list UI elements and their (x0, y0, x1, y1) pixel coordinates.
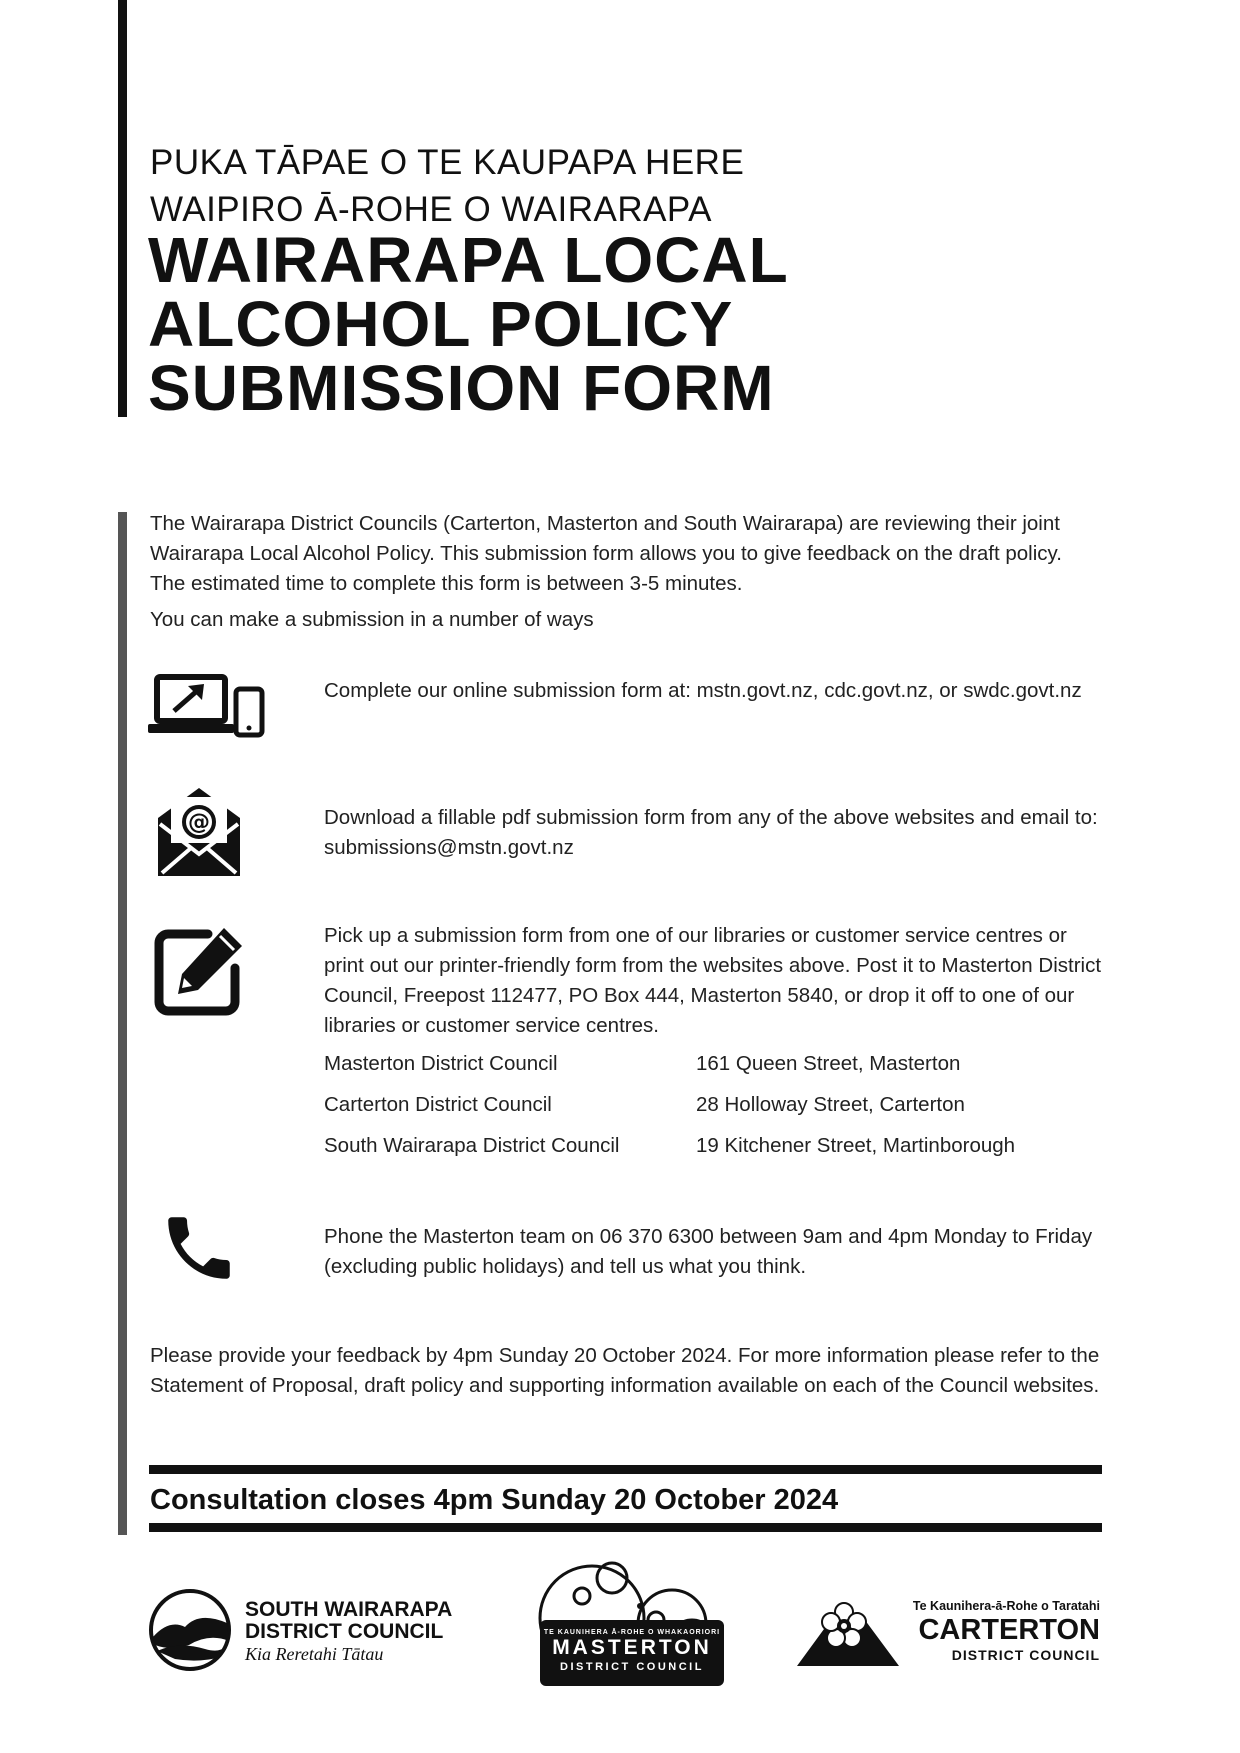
swdc-logo-tagline: Kia Reretahi Tātau (245, 1644, 384, 1664)
option-post-text: Pick up a submission form from one of our libraries or customer service centres or print out our printer-friendly form from the websites above. Post it to Masterton District Council, Freepost 112477, PO Box 444, Masterton 5840, or drop it off to one of our libraries or customer service centres. (324, 924, 1102, 1037)
carterton-logo-name: CARTERTON (918, 1614, 1100, 1646)
option-email-text: Download a fillable pdf submission form from any of the above websites and email to: submissions@mstn.govt.nz (324, 806, 1098, 859)
closing-rule-bottom (149, 1523, 1102, 1532)
accent-bar-side (118, 512, 127, 1535)
page-title (148, 224, 789, 424)
carterton-logo-icon (797, 1594, 899, 1668)
masterton-logo-name: MASTERTON (552, 1636, 712, 1659)
email-icon (156, 786, 242, 878)
council-address: 19 Kitchener Street, Martinborough (696, 1134, 1016, 1157)
council-address: 161 Queen Street, Masterton (696, 1052, 961, 1075)
carterton-logo-maori: Te Kaunihera-ā-Rohe o Taratahi (912, 1599, 1100, 1613)
maori-title-line-1: PUKA TĀPAE O TE KAUPAPA HERE (150, 143, 745, 182)
council-name: South Wairarapa District Council (324, 1134, 620, 1157)
intro-paragraph: The Wairarapa District Councils (Carterton, Masterton and South Wairarapa) are reviewing their joint Wairarapa Local Alcohol Policy. This submission form allows you to give feedback on the draft policy. The estimated time to complete this form is between 3-5 minutes. (150, 512, 1062, 595)
edit-icon (152, 922, 248, 1016)
option-online-text: Complete our online submission form at: mstn.govt.nz, cdc.govt.nz, or swdc.govt.nz (324, 679, 1082, 702)
carterton-logo-text (896, 1598, 1100, 1664)
title-line-1: WAIRARAPA LOCAL (148, 224, 789, 296)
title-line-3: SUBMISSION FORM (148, 352, 775, 424)
consultation-closes: Consultation closes 4pm Sunday 20 October 2024 (150, 1484, 839, 1516)
closing-rule-top (149, 1465, 1102, 1474)
swdc-logo-icon (149, 1589, 231, 1671)
swdc-logo-name (245, 1599, 452, 1665)
council-name: Carterton District Council (324, 1093, 552, 1116)
svg-text:@: @ (188, 810, 210, 835)
council-address: 28 Holloway Street, Carterton (696, 1093, 965, 1116)
title-line-2: ALCOHOL POLICY (148, 288, 734, 360)
swdc-logo-line-2: DISTRICT COUNCIL (245, 1620, 444, 1643)
accent-bar-top (118, 0, 127, 417)
swdc-logo-line-1: SOUTH WAIRARAPA (245, 1598, 453, 1621)
phone-icon (158, 1206, 240, 1290)
masterton-logo-plate (540, 1620, 724, 1686)
masterton-logo-line-2: DISTRICT COUNCIL (560, 1661, 704, 1673)
feedback-paragraph: Please provide your feedback by 4pm Sunday 20 October 2024. For more information please refer to the Statement of Proposal, draft policy and supporting information available on each of the Council websites. (150, 1344, 1100, 1397)
devices-icon (148, 674, 266, 738)
carterton-logo-line-2: DISTRICT COUNCIL (951, 1647, 1100, 1663)
maori-title-line-2: WAIPIRO Ā-ROHE O WAIRARAPA (150, 190, 713, 229)
option-phone-text: Phone the Masterton team on 06 370 6300 between 9am and 4pm Monday to Friday (excluding public holidays) and tell us what you think. (324, 1225, 1093, 1278)
masterton-logo-maori: TE KAUNIHERA Ā-ROHE O WHAKAORIORI (543, 1629, 721, 1636)
submission-ways-heading: You can make a submission in a number of ways (150, 608, 594, 631)
council-name: Masterton District Council (324, 1052, 558, 1075)
